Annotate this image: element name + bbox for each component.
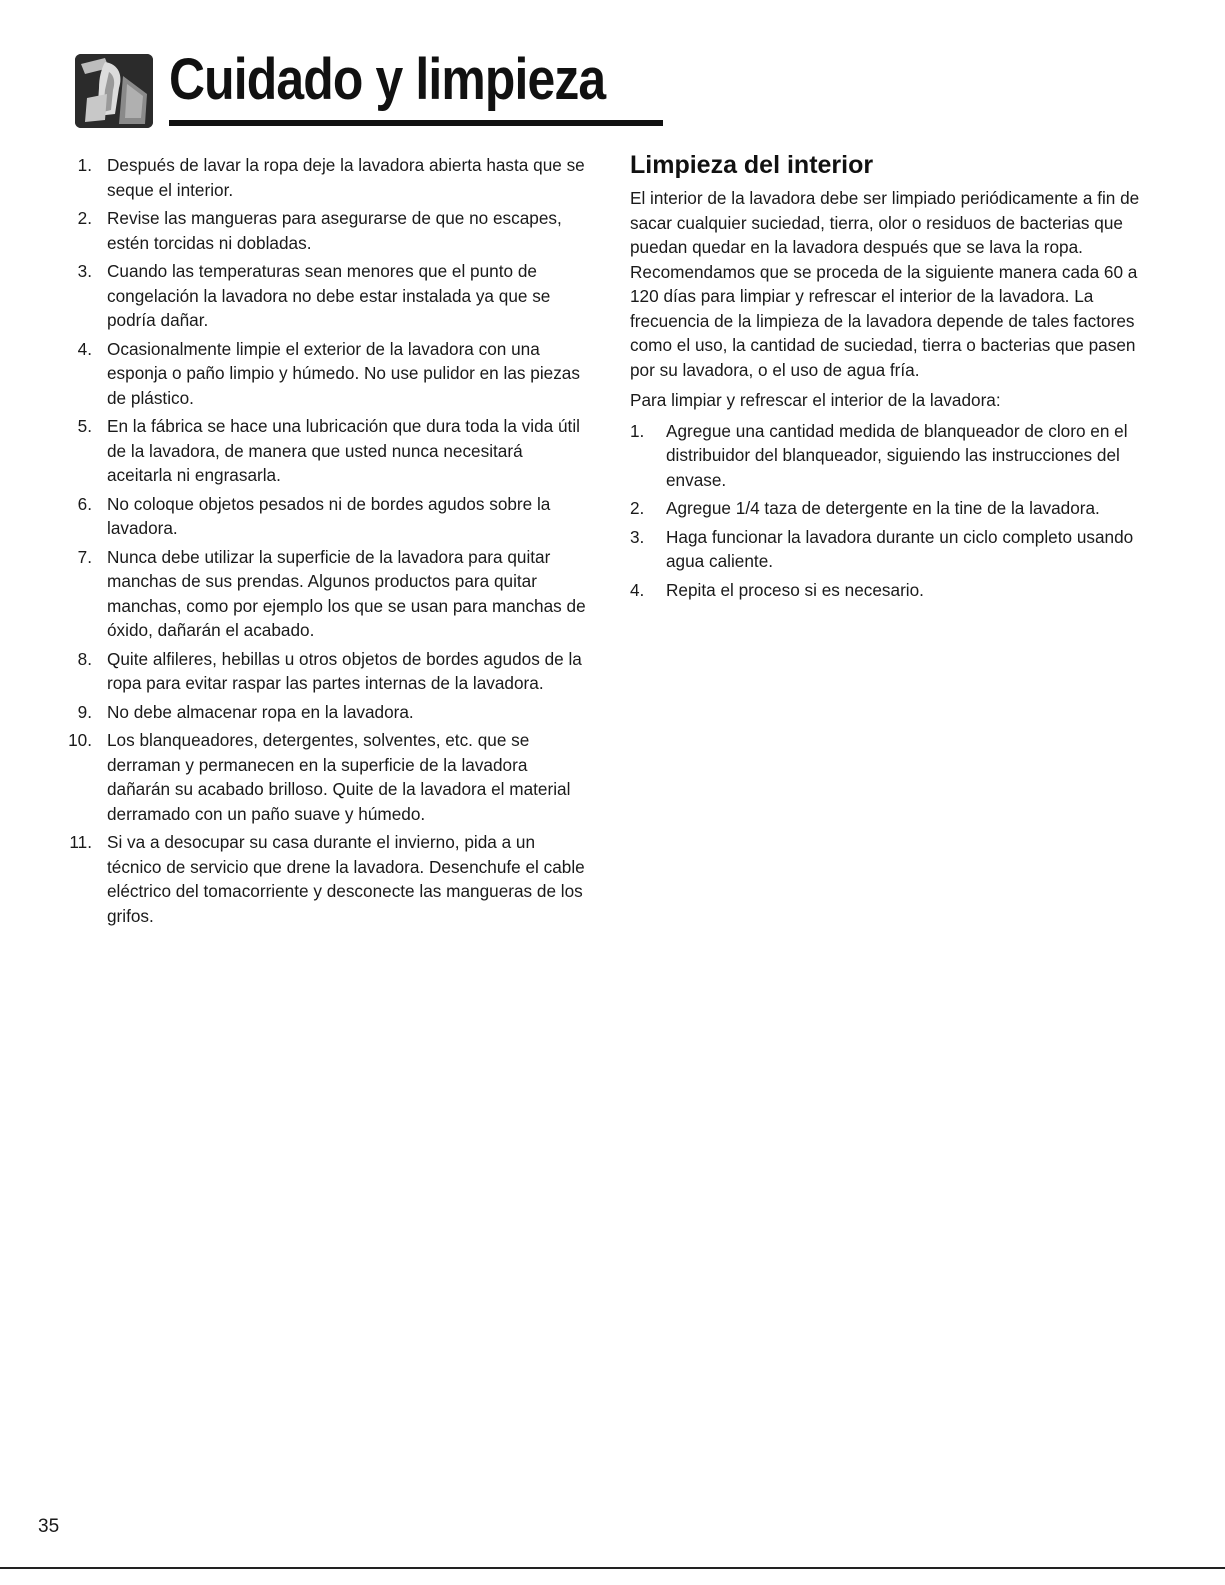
list-item (630, 525, 1150, 574)
item-number: 6. (77, 493, 92, 514)
item-number: 8. (77, 648, 92, 669)
care-list (38, 153, 588, 928)
steps-list (630, 419, 1150, 603)
item-number: 4. (77, 338, 92, 359)
list-item (38, 492, 588, 541)
item-number: 11. (69, 832, 92, 852)
intro-paragraph: El interior de la lavadora debe ser limpiado periódicamente a fin de sacar cualquier suciedad, tierra, olor o residuos de bacterias que puedan quedar en la lavadora después que se lava la ropa. Recomendamos que se proceda de la siguiente manera cada 60 a 120 días para limpiar y refrescar el interior de la lavadora. La frecuencia de la limpieza de la lavadora depende de tales factores como el uso, la cantidad de suciedad, tierra o bacterias que pasen por su lavadora, o el uso de agua fría. (630, 188, 1140, 380)
list-item (38, 700, 588, 725)
step-number: 1. (630, 420, 645, 441)
item-text: No debe almacenar ropa en la lavadora. (107, 701, 414, 722)
step-text: Agregue una cantidad medida de blanqueador de cloro en el distribuidor del blanqueador, siguiendo las instrucciones del envase. (666, 420, 1128, 490)
list-item (630, 578, 1150, 603)
list-item (38, 153, 588, 202)
title-underline (169, 120, 663, 126)
steps-lead: Para limpiar y refrescar el interior de la lavadora: (630, 390, 1001, 410)
page-number: 35 (38, 1516, 60, 1537)
step-text: Agregue 1/4 taza de detergente en la tine de la lavadora. (666, 498, 1100, 518)
step-number: 4. (630, 579, 645, 600)
item-text: No coloque objetos pesados ni de bordes agudos sobre la lavadora. (107, 493, 551, 538)
list-item (38, 414, 588, 488)
item-text: Cuando las temperaturas sean menores que el punto de congelación la lavadora no debe estar instalada ya que se podría dañar. (107, 261, 551, 330)
page-title: Cuidado y limpieza (169, 47, 606, 112)
item-text: Quite alfileres, hebillas u otros objetos de bordes agudos de la ropa para evitar raspar las partes internas de la lavadora. (107, 648, 582, 693)
care-list-column (38, 153, 588, 932)
list-item (38, 545, 588, 643)
item-text: En la fábrica se hace una lubricación que dura toda la vida útil de la lavadora, de manera que usted nunca necesitará aceitarla ni engrasarla. (107, 416, 580, 485)
list-item (38, 830, 588, 928)
cleaning-spray-icon (75, 54, 153, 128)
list-item (38, 259, 588, 333)
interior-cleaning-section (630, 150, 1150, 606)
item-number: 1. (77, 155, 92, 175)
item-text: Nunca debe utilizar la superficie de la lavadora para quitar manchas de sus prendas. Algunos productos para quitar manchas, como por ejemplo los que se usan para manchas de óxido, dañarán el acabado. (107, 546, 586, 640)
item-text: Después de lavar la ropa deje la lavadora abierta hasta que se seque el interior. (107, 155, 585, 200)
item-number: 5. (77, 416, 92, 436)
step-number: 3. (630, 526, 645, 547)
item-number: 10. (68, 730, 92, 750)
step-text: Repita el proceso si es necesario. (666, 579, 924, 600)
item-number: 9. (77, 701, 92, 722)
item-number: 3. (77, 261, 92, 281)
list-item (38, 206, 588, 255)
list-item (38, 728, 588, 826)
page-header (75, 40, 606, 135)
list-item (630, 496, 1150, 521)
list-item (38, 647, 588, 696)
item-text: Si va a desocupar su casa durante el invierno, pida a un técnico de servicio que drene la lavadora. Desenchufe el cable eléctrico del tomacorriente y desconecte las mangueras de los grifos. (107, 832, 585, 926)
step-number: 2. (630, 498, 645, 518)
item-text: Los blanqueadores, detergentes, solventes, etc. que se derraman y permanecen en la superficie de la lavadora dañarán su acabado brilloso. Quite de la lavadora el material derramado con un paño suave y húmedo. (107, 730, 571, 824)
list-item (38, 337, 588, 411)
list-item (630, 419, 1150, 493)
item-number: 7. (77, 546, 92, 567)
item-number: 2. (77, 208, 92, 228)
step-text: Haga funcionar la lavadora durante un ciclo completo usando agua caliente. (666, 526, 1134, 571)
item-text: Ocasionalmente limpie el exterior de la lavadora con una esponja o paño limpio y húmedo. No use pulidor en las piezas de plástico. (107, 338, 580, 408)
item-text: Revise las mangueras para asegurarse de que no escapes, estén torcidas ni dobladas. (107, 208, 562, 253)
bottom-divider (0, 1567, 1225, 1569)
section-title: Limpieza del interior (630, 151, 874, 179)
